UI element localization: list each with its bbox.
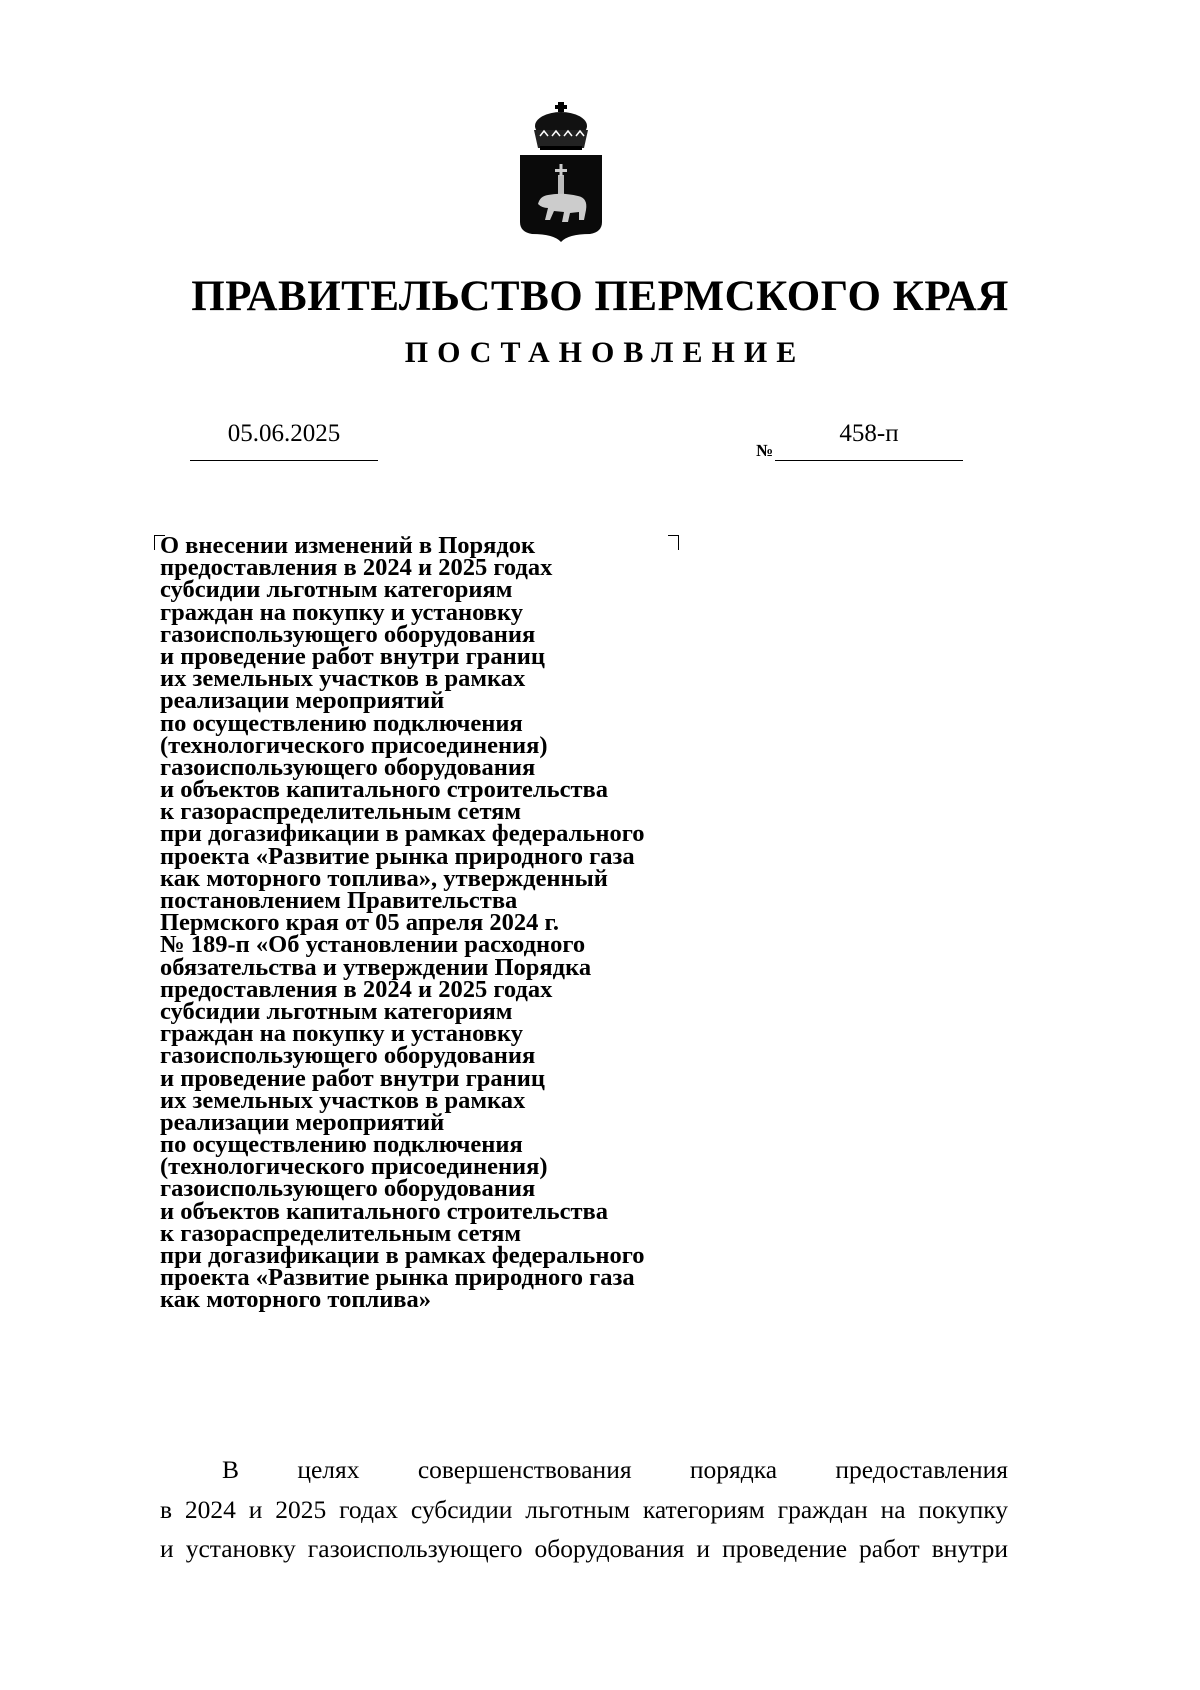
body-line: В целях совершенствования порядка предоставления: [222, 1455, 1008, 1484]
subject-line: и объектов капитального строительства: [160, 776, 608, 804]
subject-line: реализации мероприятий: [160, 687, 445, 715]
subject-line: к газораспределительным сетям: [160, 798, 522, 826]
date-underline: [190, 460, 378, 461]
subject-line: газоиспользующего оборудования: [160, 1042, 536, 1070]
subject-line: проекта «Развитие рынка природного газа: [160, 1264, 635, 1292]
organization-name: ПРАВИТЕЛЬСТВО ПЕРМСКОГО КРАЯ: [191, 273, 1009, 320]
subject-line: реализации мероприятий: [160, 1108, 445, 1136]
subject-line: при догазификации в рамках федерального: [160, 820, 645, 848]
subject-line: по осуществлению подключения: [160, 709, 523, 737]
subject-line: субсидии льготным категориям: [160, 997, 513, 1025]
body-line: и установку газоиспользующего оборудования и проведение работ внутри: [160, 1534, 1008, 1563]
document-date: 05.06.2025: [227, 420, 341, 447]
subject-line: обязательства и утверждении Порядка: [160, 953, 592, 981]
body-line: в 2024 и 2025 годах субсидии льготным категориям граждан на покупку: [160, 1494, 1008, 1524]
number-underline: [775, 460, 963, 461]
subject-line: к газораспределительным сетям: [160, 1219, 522, 1247]
coat-of-arms-emblem: [518, 100, 604, 242]
subject-line: их земельных участков в рамках: [160, 1086, 526, 1114]
document-number: 458-п: [839, 420, 899, 447]
subject-line: как моторного топлива»: [160, 1286, 432, 1314]
subject-line: О внесении изменений в Порядок: [160, 532, 536, 559]
subject-line: при догазификации в рамках федерального: [160, 1242, 645, 1269]
subject-corner-right: [668, 535, 679, 550]
subject-line: и объектов капитального строительства: [160, 1197, 608, 1225]
subject-line: по осуществлению подключения: [160, 1131, 523, 1159]
subject-line: граждан на покупку и установку: [160, 1020, 523, 1048]
subject-line: как моторного топлива», утвержденный: [160, 864, 608, 892]
subject-line: (технологического присоединения): [160, 731, 548, 759]
subject-line: (технологического присоединения): [160, 1153, 548, 1181]
document-type: ПОСТАНОВЛЕНИЕ: [404, 336, 806, 369]
subject-line: предоставления в 2024 и 2025 годах: [160, 975, 553, 1003]
subject-line: проекта «Развитие рынка природного газа: [160, 842, 635, 870]
subject-line: Пермского края от 05 апреля 2024 г.: [160, 909, 560, 937]
document-subject: [160, 532, 645, 1314]
subject-line: и проведение работ внутри границ: [160, 1064, 545, 1092]
subject-line: газоиспользующего оборудования: [160, 1175, 536, 1203]
subject-line: газоиспользующего оборудования: [160, 620, 536, 648]
crown-icon: [534, 102, 588, 150]
subject-line: их земельных участков в рамках: [160, 665, 526, 693]
subject-line: граждан на покупку и установку: [160, 598, 523, 626]
document-body: [160, 1450, 1008, 1569]
subject-line: субсидии льготным категориям: [160, 576, 513, 604]
subject-line: предоставления в 2024 и 2025 годах: [160, 554, 553, 582]
subject-line: № 189-п «Об установлении расходного: [160, 931, 586, 959]
subject-line: постановлением Правительства: [160, 887, 518, 914]
subject-line: газоиспользующего оборудования: [160, 753, 536, 781]
subject-line: и проведение работ внутри границ: [160, 642, 545, 670]
number-sign: №: [756, 441, 774, 460]
